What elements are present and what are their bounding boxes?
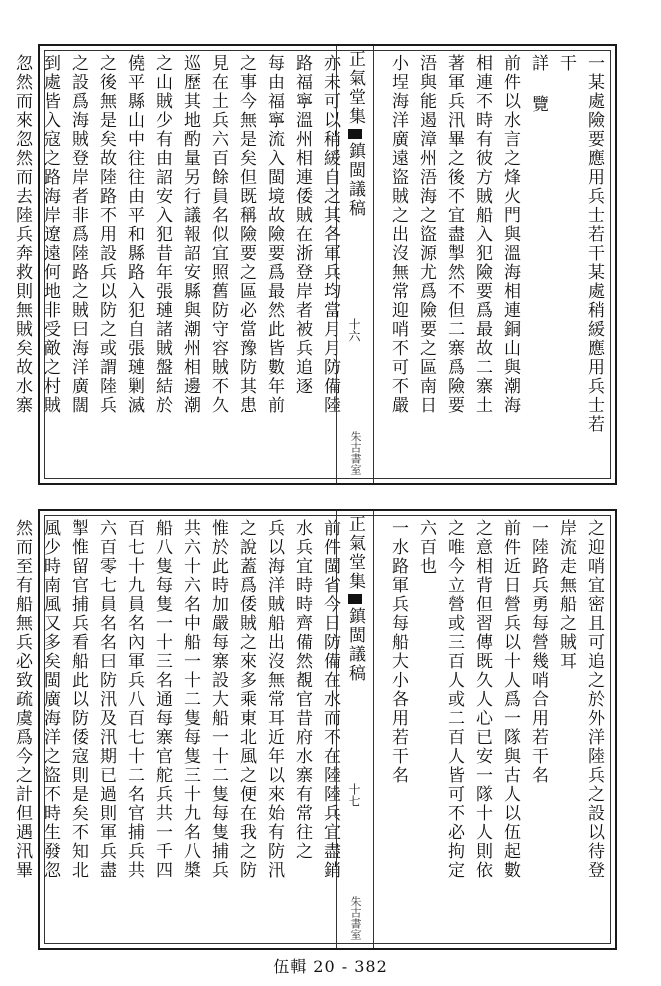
top-page-center-band [336,46,374,483]
bottom-band-subtitle: 鎮閩議稿 [345,607,365,683]
text-column: 之意相背但習傳既久人心已安一隊十人則依 [472,519,492,880]
top-band-publisher: 朱古書室 [349,431,362,475]
text-column: 相連不時有彼方賊船入犯險要爲最故二寨土 [472,54,492,415]
text-column: 亦未可以稍緩自之其各軍兵均當月月防備陸 [320,54,340,415]
top-band-title: 正氣堂集 [345,50,365,126]
text-column: 六百零七員名名曰防汛及汛期已過則軍兵盡 [96,519,116,880]
bottom-page-center-band [336,511,374,948]
text-column: 一某處險要應用兵士若干某處稍緩應用兵士若 [584,54,604,434]
text-column: 前件閩省今日防備在水而不在陸陸兵宜盡銷 [320,519,340,880]
top-band-page-number: 十六 [347,318,361,342]
text-column: 之設爲海賊登岸者非爲陸路之賊曰海洋廣闊 [68,54,88,415]
text-column: 然而至有船無兵必致疏虞爲今之計但遇汛畢 [12,519,32,880]
text-column: 之山賊少有由詔安入犯昔年張璉諸賊盤結於 [152,54,172,415]
bottom-band-title-group [343,515,368,683]
text-column: 一陸路兵勇每營幾哨合用若干名 [528,519,548,785]
text-column: 一水路軍兵每船大小各用若干名 [388,519,408,785]
text-column: 見在土兵六百餘員名似宜照舊防守容賊不久 [208,54,228,415]
text-column: 之迎哨宜密且可追之於外洋陸兵之設以待登 [584,519,604,880]
text-column: 到處皆入寇之路海岸遼遠何地非受敵之村賊 [40,54,60,415]
text-column: 浯與能遏漳州浯海之盜源尤爲險要之區南日 [416,54,436,415]
text-column: 干 [556,54,576,73]
bottom-band-title: 正氣堂集 [345,515,365,591]
text-column: 之唯今立營或三百人或二百人皆可不必拘定 [444,519,464,880]
text-column: 惟於此時加嚴每寨設大船一十二隻每隻捕兵 [208,519,228,880]
text-column: 前件以水言之烽火門與溫海相連銅山與潮海 [500,54,520,415]
text-column: 共六十六名中船一十二隻每隻三十九名八槳 [180,519,200,880]
text-column: 之說蓋爲倭賊之來多乘東北風之便在我之防 [236,519,256,880]
footer-page-label: 伍輯 20 - 382 [273,957,388,976]
bottom-page-block [12,509,617,950]
text-column: 巡歷其地酌量另行議報詔安縣與潮州相邊潮 [180,54,200,415]
text-column: 六百也 [416,519,436,576]
text-column: 百七十九員名內軍兵八百七十二名官捕兵共 [124,519,144,880]
text-column: 小埕海洋廣遠盜賊之出沒無常迎哨不可不嚴 [388,54,408,415]
bottom-band-page-number: 十七 [347,783,361,807]
text-column: 之後無是矣故陸路不用設兵以防之或謂陸兵 [96,54,116,415]
text-column: 岸流走無船之賊耳 [556,519,576,671]
text-column: 之事今無是矣但既稱險要之區必當豫防其患 [236,54,256,415]
text-column: 掣惟留官捕兵看船此以防倭寇則是矣不知北 [68,519,88,880]
top-band-subtitle: 鎮閩議稿 [345,142,365,218]
text-column: 每由福寧流入閩境故險要爲最然此皆數年前 [264,54,284,415]
top-band-title-group [343,50,368,218]
text-column: 僥平縣山中往往由平和縣路入犯自張璉剿滅 [124,54,144,415]
top-page-block [12,44,617,485]
text-column: 風少時南風又多矣閩廣海洋之盜不時生發忽 [40,519,60,880]
text-column: 船八隻每隻一十三名通每寨官舵兵共一千四 [152,519,172,880]
text-column: 前件近日營兵以十人爲一隊與古人以伍起數 [500,519,520,880]
fishtail-mark-icon [348,129,362,139]
text-column: 著軍兵汛畢之後不宜盡掣然不但二寨爲險要 [444,54,464,415]
text-column: 水兵宜時時齊備然覩官昔府水寨有常往之 [292,519,312,861]
text-column: 忽然而來忽然而去陸兵奔救則無賊矣故水寨 [12,54,32,415]
fishtail-mark-icon [348,594,362,604]
text-column: 兵以海洋賊船出沒無常耳近年以來始有防汛 [264,519,284,880]
text-column: 詳 覽 [528,54,548,114]
bottom-band-publisher: 朱古書室 [349,896,362,940]
text-column: 路福寧溫州相連倭賊在浙登岸者被兵追逐 [292,54,312,396]
